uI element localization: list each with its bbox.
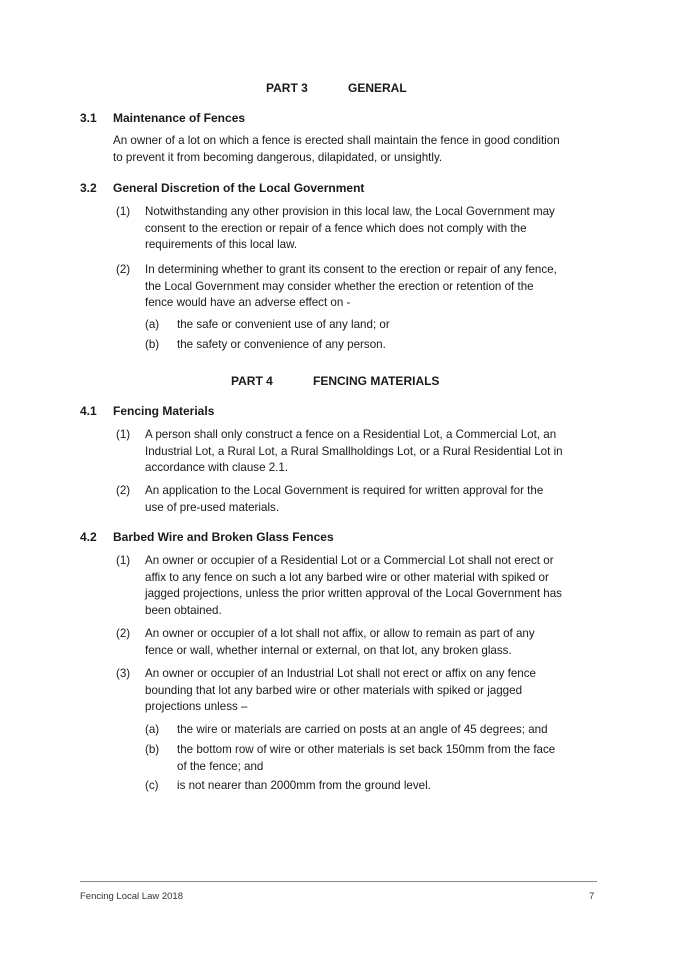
- subclause-text: Notwithstanding any other provision in this local law, the Local Government may consent to the erection or repair of a fence which does not comply with the requirements of this local law.: [145, 205, 555, 252]
- paragraph-text: the safe or convenient use of any land; or: [177, 318, 390, 331]
- section-title: General Discretion of the Local Government: [113, 181, 365, 195]
- subclause-number: (1): [116, 428, 131, 441]
- section-paragraph: An owner of a lot on which a fence is erected shall maintain the fence in good condition to prevent it from becoming dangerous, dilapidated, or unsightly.: [113, 134, 560, 164]
- part-3-label: PART 3: [266, 81, 308, 95]
- section-title: Barbed Wire and Broken Glass Fences: [113, 530, 334, 544]
- paragraph-letter: (a): [145, 318, 160, 331]
- subclause-number: (1): [116, 554, 131, 567]
- subclause-text: An owner or occupier of a Residential Lot or a Commercial Lot shall not erect or affix to any fence on such a lot any barbed wire or other material with spiked or jagged projections, unless the prior written approval of the Local Government has been obtained.: [145, 554, 562, 617]
- paragraph-text: the bottom row of wire or other materials is set back 150mm from the face of the fence; and: [177, 743, 556, 773]
- section-number: 3.2: [80, 181, 97, 195]
- footer-page-number: 7: [589, 891, 595, 902]
- subclause-text: In determining whether to grant its consent to the erection or repair of any fence, the Local Government may consider whether the erection or retention of the fence would have an adverse effect on -: [145, 263, 557, 310]
- paragraph-letter: (c): [145, 779, 159, 792]
- subclause-number: (2): [116, 263, 131, 276]
- part-4-title: FENCING MATERIALS: [313, 374, 440, 388]
- section-title: Fencing Materials: [113, 404, 215, 418]
- paragraph-letter: (b): [145, 743, 160, 756]
- subclause-text: An owner or occupier of a lot shall not affix, or allow to remain as part of any fence or wall, whether internal or external, on that lot, any broken glass.: [145, 627, 535, 657]
- subclause-text: An owner or occupier of an Industrial Lot shall not erect or affix on any fence bounding that lot any barbed wire or other materials with spiked or jagged projections unless –: [145, 667, 536, 714]
- paragraph-text: the wire or materials are carried on posts at an angle of 45 degrees; and: [177, 723, 548, 736]
- section-number: 3.1: [80, 111, 97, 125]
- subclause-number: (2): [116, 627, 131, 640]
- paragraph-letter: (a): [145, 723, 160, 736]
- subclause-number: (2): [116, 484, 131, 497]
- subclause-number: (1): [116, 205, 131, 218]
- footer-document-title: Fencing Local Law 2018: [80, 891, 183, 902]
- section-number: 4.2: [80, 530, 97, 544]
- paragraph-letter: (b): [145, 338, 160, 351]
- section-number: 4.1: [80, 404, 97, 418]
- subclause-text: An application to the Local Government is required for written approval for the use of pre-used materials.: [145, 484, 544, 514]
- paragraph-text: the safety or convenience of any person.: [177, 338, 386, 351]
- subclause-number: (3): [116, 667, 131, 680]
- section-title: Maintenance of Fences: [113, 111, 246, 125]
- subclause-text: A person shall only construct a fence on a Residential Lot, a Commercial Lot, an Industrial Lot, a Rural Lot, a Rural Smallholdings Lot, or a Rural Residential Lot in accordance with clause 2.1.: [145, 428, 563, 475]
- part-4-label: PART 4: [231, 374, 273, 388]
- footer-rule: [80, 881, 597, 882]
- part-3-title: GENERAL: [348, 81, 407, 95]
- paragraph-text: is not nearer than 2000mm from the ground level.: [177, 779, 431, 792]
